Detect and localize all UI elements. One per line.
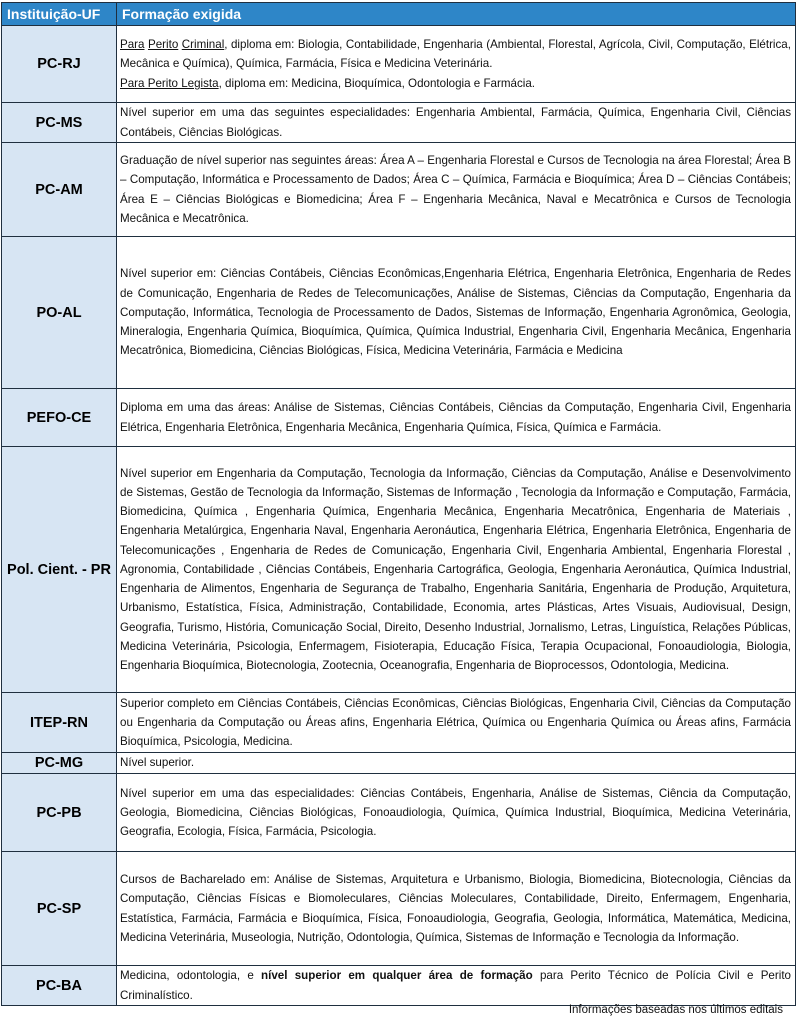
institution-cell: PC-PB xyxy=(2,774,117,852)
table-row xyxy=(2,774,796,852)
institution-cell: PC-RJ xyxy=(2,26,117,103)
institution-cell: PC-BA xyxy=(2,966,117,1006)
institution-cell: PC-MG xyxy=(2,753,117,774)
institution-cell: PC-SP xyxy=(2,852,117,966)
table-row xyxy=(2,753,796,774)
underlined-text: Para Perito Legista xyxy=(120,76,219,90)
degree-cell: Nível superior em uma das seguintes especialidades: Engenharia Ambiental, Farmácia, Química, Engenharia Civil, Ciências Contábeis, Ciências Biológicas. xyxy=(117,103,796,143)
degree-cell: Nível superior em Engenharia da Computação, Tecnologia da Informação, Ciências da Computação, Análise e Desenvolvimento de Sistemas, Gestão de Tecnologia da Informação, Sistemas de Informação , Tecnologia da Informação e Computação, Farmácia, Biomedicina, Química , Engenharia Química, Engenharia Mecânica, Engenharia Mecatrônica, Engenharia de Materiais , Engenharia Metalúrgica, Engenharia Naval, Engenharia Aeronáutica, Engenharia Elétrica, Engenharia Eletrônica, Engenharia de Telecomunicações , Engenharia de Redes de Comunicação, Engenharia Civil, Engenharia Ambiental, Engenharia Florestal , Agronomia, Contabilidade , Ciências Contábeis, Engenharia Cartográfica, Geologia, Engenharia Aeronáutica, Química Industrial, Engenharia de Alimentos, Engenharia de Segurança de Trabalho, Engenharia Sanitária, Engenharia de Produção, Arquitetura, Urbanismo, Estatística, Física, Administração, Contabilidade, Economia, artes Plásticas, Artes Visuais, Audiovisual, Design, Geografia, Turismo, História, Comunicação Social, Direito, Desenho Industrial, Jornalismo, Letras, Linguística, Relações Públicas, Medicina Veterinária, Psicologia, Enfermagem, Fisioterapia, Educação Física, Terapia Ocupacional, Fonoaudiologia, Biologia, Engenharia Bioquímica, Biotecnologia, Zootecnia, Oceanografia, Engenharia de Bioprocessos, Odontologia, Medicina. xyxy=(117,447,796,693)
table-row xyxy=(2,693,796,753)
table-row xyxy=(2,143,796,237)
header-institution: Instituição-UF xyxy=(2,3,117,26)
degree-text: para Perito Técnico de Polícia Civil e Perito Criminalístico. xyxy=(120,969,791,1002)
table-row xyxy=(2,237,796,389)
institution-cell: PC-AM xyxy=(2,143,117,237)
footer-note: Informações baseadas nos últimos editais xyxy=(568,1004,783,1016)
header-required-degree: Formação exigida xyxy=(117,3,796,26)
table-row xyxy=(2,447,796,693)
degree-text: Medicina, odontologia, e xyxy=(120,969,262,983)
degree-cell: Cursos de Bacharelado em: Análise de Sistemas, Arquitetura e Urbanismo, Biologia, Biomedicina, Biotecnologia, Ciências da Computação, Ciências Físicas e Biomoleculares, Ciências Moleculares, Contabilidade, Direito, Enfermagem, Engenharia, Estatística, Farmácia, Farmácia e Bioquímica, Física, Fonoaudiologia, Geografia, Geologia, Informática, Matemática, Medicina, Medicina Veterinária, Museologia, Nutrição, Odontologia, Química, Sistemas de Informação e Tecnologia da Informação. xyxy=(117,852,796,966)
degree-text: , diploma em: Medicina, Bioquímica, Odontologia e Farmácia. xyxy=(218,76,536,90)
degree-cell: Nível superior em uma das especialidades: Ciências Contábeis, Engenharia, Análise de Sistemas, Ciência da Computação, Geologia, Biomedicina, Ciências Biológicas, Fonoaudiologia, Química, Química Industrial, Bioquímica, Medicina Veterinária, Geografia, Ecologia, Física, Farmácia, Psicologia. xyxy=(117,774,796,852)
table-row xyxy=(2,103,796,143)
underlined-text: Perito xyxy=(147,38,179,52)
institution-cell: PEFO-CE xyxy=(2,389,117,447)
degree-cell: Nível superior. xyxy=(117,753,796,774)
degree-cell: Diploma em uma das áreas: Análise de Sistemas, Ciências Contábeis, Ciências da Computação, Engenharia Civil, Engenharia Elétrica, Engenharia Eletrônica, Engenharia Mecânica, Engenharia Química, Física, Química e Farmácia. xyxy=(117,389,796,447)
institution-cell: Pol. Cient. - PR xyxy=(2,447,117,693)
table-row xyxy=(2,852,796,966)
underlined-text: Para xyxy=(120,38,145,52)
degree-cell: Superior completo em Ciências Contábeis, Ciências Econômicas, Ciências Biológicas, Engenharia Civil, Ciências da Computação ou Engenharia da Computação ou Áreas afins, Engenharia Elétrica, Química ou Engenharia Química ou Áreas afins, Farmácia Bioquímica, Psicologia, Medicina. xyxy=(117,693,796,753)
table-row xyxy=(2,26,796,103)
table-row xyxy=(2,966,796,1006)
degree-text: , diploma em: Biologia, Contabilidade, Engenharia (Ambiental, Florestal, Agrícola, Civil, Computação, Elétrica, Mecânica e Química), Química, Farmácia, Física e Medicina Veterinária. xyxy=(120,38,791,71)
table-row xyxy=(2,389,796,447)
institution-cell: ITEP-RN xyxy=(2,693,117,753)
degree-cell xyxy=(117,26,796,103)
requirements-table xyxy=(1,2,796,1006)
degree-cell: Nível superior em: Ciências Contábeis, Ciências Econômicas,Engenharia Elétrica, Engenharia Eletrônica, Engenharia de Redes de Comunicação, Engenharia de Redes de Telecomunicações, Análise de Sistemas, Ciências da Computação, Engenharia da Computação, Informática, Tecnologia de Processamento de Dados, Sistemas de Informação, Engenharia Agronômica, Geologia, Mineralogia, Engenharia Química, Bioquímica, Química, Química Industrial, Engenharia Civil, Engenharia Mecânica, Engenharia Mecatrônica, Biomedicina, Ciências Biológicas, Física, Medicina Veterinária, Farmácia e Medicina xyxy=(117,237,796,389)
degree-cell xyxy=(117,966,796,1006)
institution-cell: PC-MS xyxy=(2,103,117,143)
underlined-text: Criminal xyxy=(181,38,225,52)
table-header-row xyxy=(2,3,796,26)
degree-cell: Graduação de nível superior nas seguintes áreas: Área A – Engenharia Florestal e Cursos de Tecnologia na área Florestal; Área B – Computação, Informática e Processamento de Dados; Área C – Química, Farmácia e Bioquímica; Área D – Ciências Contábeis; Área E – Ciências Biológicas e Biomedicina; Área F – Engenharia Mecânica, Naval e Mecatrônica e Cursos de Tecnologia Mecânica e Mecatrônica. xyxy=(117,143,796,237)
institution-cell: PO-AL xyxy=(2,237,117,389)
bold-text: nível superior em qualquer área de formação xyxy=(261,969,533,983)
